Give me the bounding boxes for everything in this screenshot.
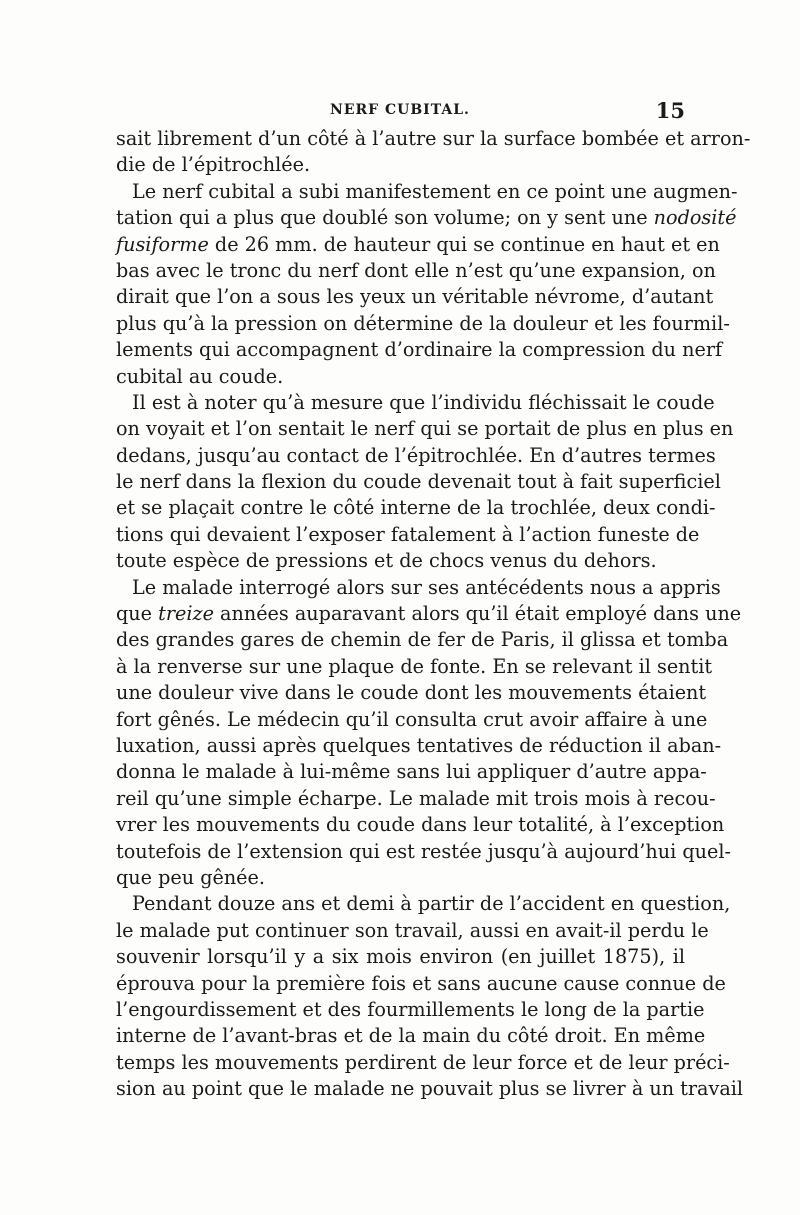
text-line: Le nerf cubital a subi manifestement en ce point une augmen-: [132, 179, 738, 203]
running-title: NERF CUBITAL.: [330, 102, 470, 118]
text-line: des grandes gares de chemin de fer de Paris, il glissa et tomba: [116, 628, 729, 652]
text-line: l’engourdissement et des fourmillements le long de la partie: [116, 997, 705, 1021]
text-line: [116, 601, 742, 627]
body-text: [116, 126, 751, 1102]
text-line: toutefois de l’extension qui est restée jusqu’à aujourd’hui quel-: [116, 839, 731, 863]
text-segment: années auparavant alors qu’il était employé dans une: [213, 602, 742, 626]
text-line: souvenir lorsqu’il y a six mois environ (en juillet 1875), il: [116, 945, 685, 969]
text-line: lements qui accompagnent d’ordinaire la compression du nerf: [116, 338, 723, 362]
text-line: Pendant douze ans et demi à partir de l’accident en question,: [132, 892, 731, 916]
text-line: dirait que l’on a sous les yeux un véritable névrome, d’autant: [116, 285, 714, 309]
italic-term: fusiforme: [116, 232, 209, 256]
text-line: éprouva pour la première fois et sans aucune cause connue de: [116, 971, 726, 995]
italic-term: treize: [158, 602, 214, 626]
text-line: temps les mouvements perdirent de leur force et de leur préci-: [116, 1050, 730, 1074]
text-line: le malade put continuer son travail, aussi en avait-il perdu le: [116, 918, 709, 942]
text-line: tions qui devaient l’exposer fatalement à l’action funeste de: [116, 522, 700, 546]
text-line: dedans, jusqu’au contact de l’épitrochlée. En d’autres termes: [116, 443, 716, 467]
text-line: que peu gênée.: [116, 865, 265, 889]
text-segment: tation qui a plus que doublé son volume; on y sent une: [116, 206, 654, 230]
text-line: Il est à noter qu’à mesure que l’individu fléchissait le coude: [132, 390, 715, 414]
text-line: vrer les mouvements du coude dans leur totalité, à l’exception: [116, 813, 725, 837]
text-line: [116, 205, 737, 231]
text-line: plus qu’à la pression on détermine de la douleur et les fourmil-: [116, 311, 730, 335]
text-line: une douleur vive dans le coude dont les mouvements étaient: [116, 681, 707, 705]
text-line: reil qu’une simple écharpe. Le malade mit trois mois à recou-: [116, 786, 716, 810]
text-line: fort gênés. Le médecin qu’il consulta crut avoir affaire à une: [116, 707, 708, 731]
text-line: à la renverse sur une plaque de fonte. En se relevant il sentit: [116, 654, 713, 678]
text-segment: que: [116, 602, 159, 626]
text-line: luxation, aussi après quelques tentatives de réduction il aban-: [116, 733, 722, 757]
text-line: on voyait et l’on sentait le nerf qui se portait de plus en plus en: [116, 417, 734, 441]
page-number: 15: [655, 98, 685, 123]
text-line: sion au point que le malade ne pouvait plus se livrer à un travail: [116, 1077, 744, 1101]
text-segment: de 26 mm. de hauteur qui se continue en haut et en: [208, 232, 720, 256]
text-line: et se plaçait contre le côté interne de la trochlée, deux condi-: [116, 496, 716, 520]
text-line: bas avec le tronc du nerf dont elle n’est qu’une expansion, on: [116, 258, 716, 282]
text-line: die de l’épitrochlée.: [116, 153, 311, 177]
text-line: toute espèce de pressions et de chocs venus du dehors.: [116, 549, 657, 573]
text-line: cubital au coude.: [116, 364, 284, 388]
text-line: donna le malade à lui-même sans lui appliquer d’autre appa-: [116, 760, 707, 784]
text-line: Le malade interrogé alors sur ses antécédents nous a appris: [132, 575, 721, 599]
italic-term: nodosité: [653, 206, 737, 230]
text-line: interne de l’avant-bras et de la main du côté droit. En même: [116, 1024, 706, 1048]
text-line: le nerf dans la flexion du coude devenait tout à fait superficiel: [116, 470, 721, 494]
text-line: sait librement d’un côté à l’autre sur la surface bombée et arron-: [116, 127, 751, 150]
text-line: [116, 232, 720, 258]
running-head: [115, 98, 685, 122]
